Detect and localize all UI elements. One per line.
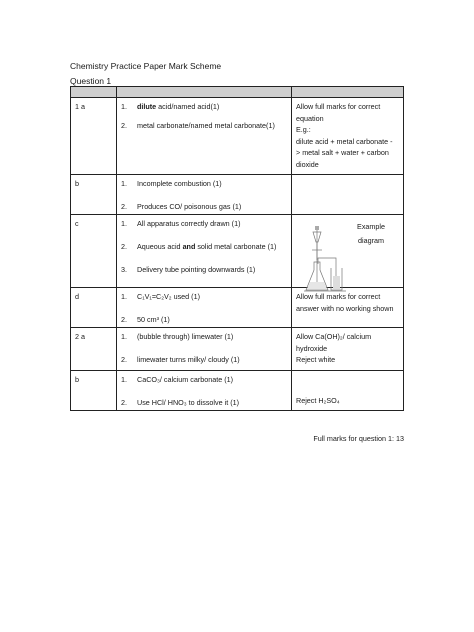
answer-item: 1. (bubble through) limewater (1) [121,332,234,341]
table-row [71,215,404,288]
question-number: d [71,288,117,328]
answer-cell [117,370,292,411]
table-row [71,370,404,411]
question-number: 1 a [71,98,117,175]
answer-item: 1. C₁V₁=C₂V₂ used (1) [121,292,200,301]
question-number: b [71,370,117,411]
table-row [71,98,404,175]
question-number: 2 a [71,328,117,371]
bold-keyword: and [182,242,196,251]
table-row [71,175,404,215]
question-number: b [71,175,117,215]
notes-cell: Reject H₂SO₄ [292,370,404,411]
answer-cell [117,215,292,288]
table-row [71,328,404,371]
document-title: Chemistry Practice Paper Mark Scheme [70,61,222,71]
notes-cell [292,175,404,215]
answer-item: 2. metal carbonate/named metal carbonate(1) [121,121,275,130]
table-header-row [71,87,404,98]
answer-item: 2. Use HCl/ HNO₃ to dissolve it (1) [121,397,239,407]
answer-item: 1. All apparatus correctly drawn (1) [121,219,241,228]
notes-cell: Allow full marks for correct equation E.g.: dilute acid + metal carbonate - > metal salt + water + carbon dioxide [292,98,404,175]
table-row [71,288,404,328]
mark-scheme-table [70,86,404,411]
answer-cell [117,98,292,175]
answer-cell [117,288,292,328]
answer-cell [117,175,292,215]
question-heading: Question 1 [70,76,112,86]
full-marks-total: Full marks for question 1: 13 [313,434,404,443]
answer-item: 3. Delivery tube pointing downwards (1) [121,265,256,274]
apparatus-diagram [304,224,348,298]
answer-item: 2. Produces CO/ poisonous gas (1) [121,202,242,211]
answer-item: 1. dilute acid/named acid(1) [121,102,220,111]
example-diagram-label: Example diagram [357,222,385,245]
notes-cell: Allow full marks for correct answer with no working shown [292,288,404,328]
answer-cell [117,328,292,371]
answer-item: 2. 50 cm³ (1) [121,315,170,324]
notes-cell [292,215,404,288]
answer-item: 2. Aqueous acid and solid metal carbonate (1) [121,242,277,251]
answer-item: 1. CaCO₃/ calcium carbonate (1) [121,374,233,384]
notes-cell: Allow Ca(OH)₂/ calcium hydroxide Reject white [292,328,404,371]
question-number: c [71,215,117,288]
bold-keyword: dilute [137,102,157,111]
answer-item: 1. Incomplete combustion (1) [121,179,222,188]
answer-item: 2. limewater turns milky/ cloudy (1) [121,355,240,364]
